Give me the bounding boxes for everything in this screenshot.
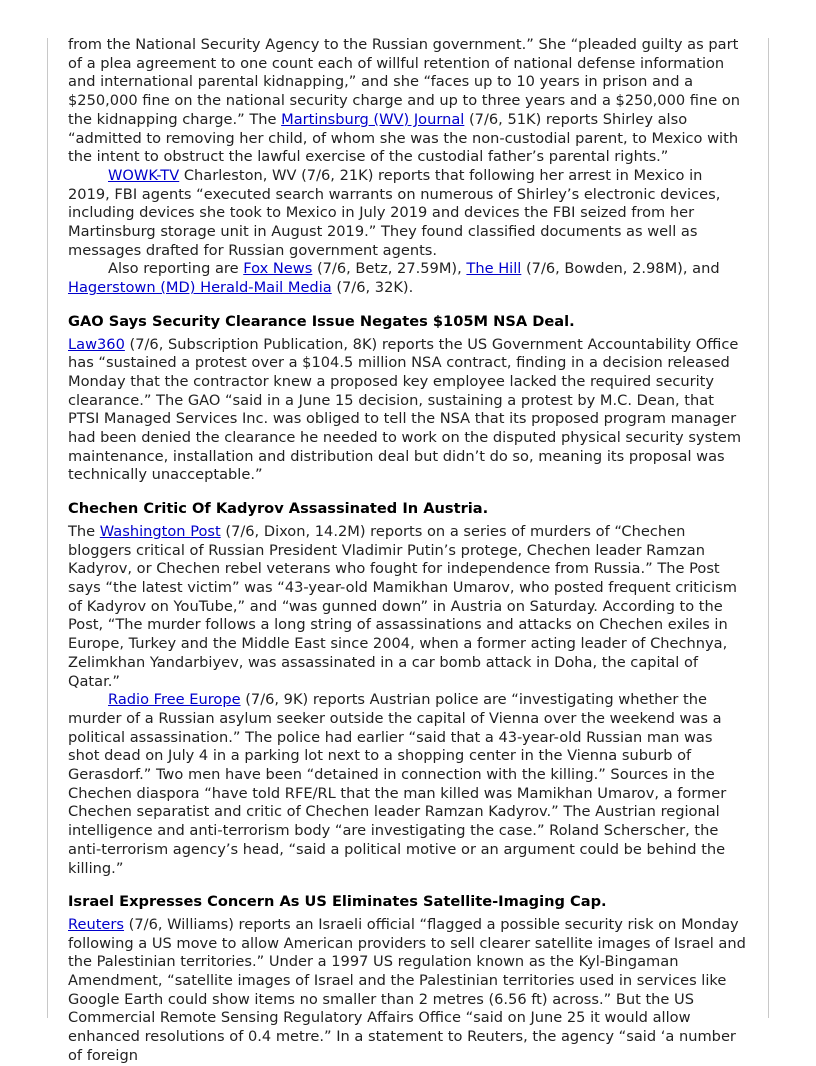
source-link-washington-post[interactable]: Washington Post — [99, 522, 221, 540]
paragraph: Law360 (7/6, Subscription Publication, 8K) reports the US Government Accountability Office has “sustained a protest over a $104.5 million NSA contract, finding in a decision released Monday that the contractor knew a proposed key employee lacked the required security clearance.” The GAO “said in a June 15 decision, sustaining a protest by M.C. Dean, that PTSI Managed Services Inc. was obliged to tell the NSA that its proposed program manager had been denied the clearance he needed to work on the disputed physical security system maintenance, installation and distribution deal but didn’t do so, meaning its proposal was technically unacceptable.” — [68, 335, 742, 484]
source-link-reuters[interactable]: Reuters — [68, 915, 125, 933]
article-body — [68, 36, 748, 1066]
left-margin-rule — [47, 38, 48, 1018]
source-link-herald-mail[interactable]: Hagerstown (MD) Herald-Mail Media — [68, 279, 332, 297]
paragraph: from the National Security Agency to the Russian government.” She “pleaded guilty as part of a plea agreement to one count each of willful retention of national defense information and international parental kidnapping,” and she “faces up to 10 years in prison and a $250,000 fine on the national security charge and up to three years and a $250,000 fine on the kidnapping charge.” The Martinsburg (WV) Journal (7/6, 51K) reports Shirley also “admitted to removing her child, of whom she was the non-custodial parent, to Mexico with the intent to obstruct the lawful exercise of the custodial father’s parental rights.” — [68, 36, 741, 166]
right-margin-rule — [768, 38, 769, 1018]
article-headline-israel: Israel Expresses Concern As US Eliminates Satellite-Imaging Cap. — [68, 893, 607, 911]
paragraph: WOWK-TV Charleston, WV (7/6, 21K) reports that following her arrest in Mexico in 2019, FBI agents “executed search warrants on numerous of Shirley’s electronic devices, including devices she took to Mexico in July 2019 and devices the FBI seized from her Martinsburg storage unit in August 2019.” They found classified documents as well as messages drafted for Russian government agents. — [68, 166, 721, 259]
paragraph: The Washington Post (7/6, Dixon, 14.2M) reports on a series of murders of “Chechen bloggers critical of Russian President Vladimir Putin’s protege, Chechen leader Ramzan Kadyrov, or Chechen rebel veterans who fought for independence from Russia.” The Post says “the latest victim” was “43-year-old Mamikhan Umarov, who posted frequent criticism of Kadyrov on YouTube,” and “was gunned down” in Austria on Saturday. According to the Post, “The murder follows a long string of assassinations and attacks on Chechen exiles in Europe, Turkey and the Middle East since 2004, when a former acting leader of Chechnya, Zelimkhan Yandarbiyev, was assassinated in a car bomb attack in Doha, the capital of Qatar.” — [68, 522, 737, 690]
source-link-law360[interactable]: Law360 — [68, 335, 125, 353]
source-link-wowk-tv[interactable]: WOWK-TV — [108, 166, 180, 184]
paragraph: Also reporting are Fox News (7/6, Betz, 27.59M), The Hill (7/6, Bowden, 2.98M), and Hagerstown (MD) Herald-Mail Media (7/6, 32K). — [68, 260, 720, 297]
source-link-martinsburg-journal[interactable]: Martinsburg (WV) Journal — [281, 110, 465, 128]
paragraph: Reuters (7/6, Williams) reports an Israeli official “flagged a possible security risk on Monday following a US move to allow American providers to sell clearer satellite images of Israel and the Palestinian territories.” Under a 1997 US regulation known as the Kyl-Bingaman Amendment, “satellite images of Israel and the Palestinian territories used in services like Google Earth could show items no smaller than 2 metres (6.56 ft) across.” But the US Commercial Remote Sensing Regulatory Affairs Office “said on June 25 it would allow enhanced resolutions of 0.4 metre.” In a statement to Reuters, the agency “said ‘a number of foreign — [68, 915, 746, 1064]
article-headline-gao: GAO Says Security Clearance Issue Negates $105M NSA Deal. — [68, 312, 575, 330]
source-link-fox-news[interactable]: Fox News — [243, 260, 313, 278]
article-headline-chechen: Chechen Critic Of Kadyrov Assassinated In Austria. — [68, 500, 489, 518]
source-link-radio-free-europe[interactable]: Radio Free Europe — [108, 691, 241, 709]
source-link-the-hill[interactable]: The Hill — [466, 260, 522, 278]
paragraph: Radio Free Europe (7/6, 9K) reports Austrian police are “investigating whether the murder of a Russian asylum seeker outside the capital of Vienna over the weekend was a political assassination.” The police had earlier “said that a 43-year-old Russian man was shot dead on July 4 in a parking lot next to a shopping center in the Vienna suburb of Gerasdorf.” Two men have been “detained in connection with the killing.” Sources in the Chechen diaspora “have told RFE/RL that the man killed was Mamikhan Umarov, a former Chechen separatist and critic of Chechen leader Ramzan Kadyrov.” The Austrian regional intelligence and anti-terrorism body “are investigating the case.” Roland Scherscher, the anti-terrorism agency’s head, “said a political motive or an argument could be behind the killing.” — [68, 691, 727, 877]
